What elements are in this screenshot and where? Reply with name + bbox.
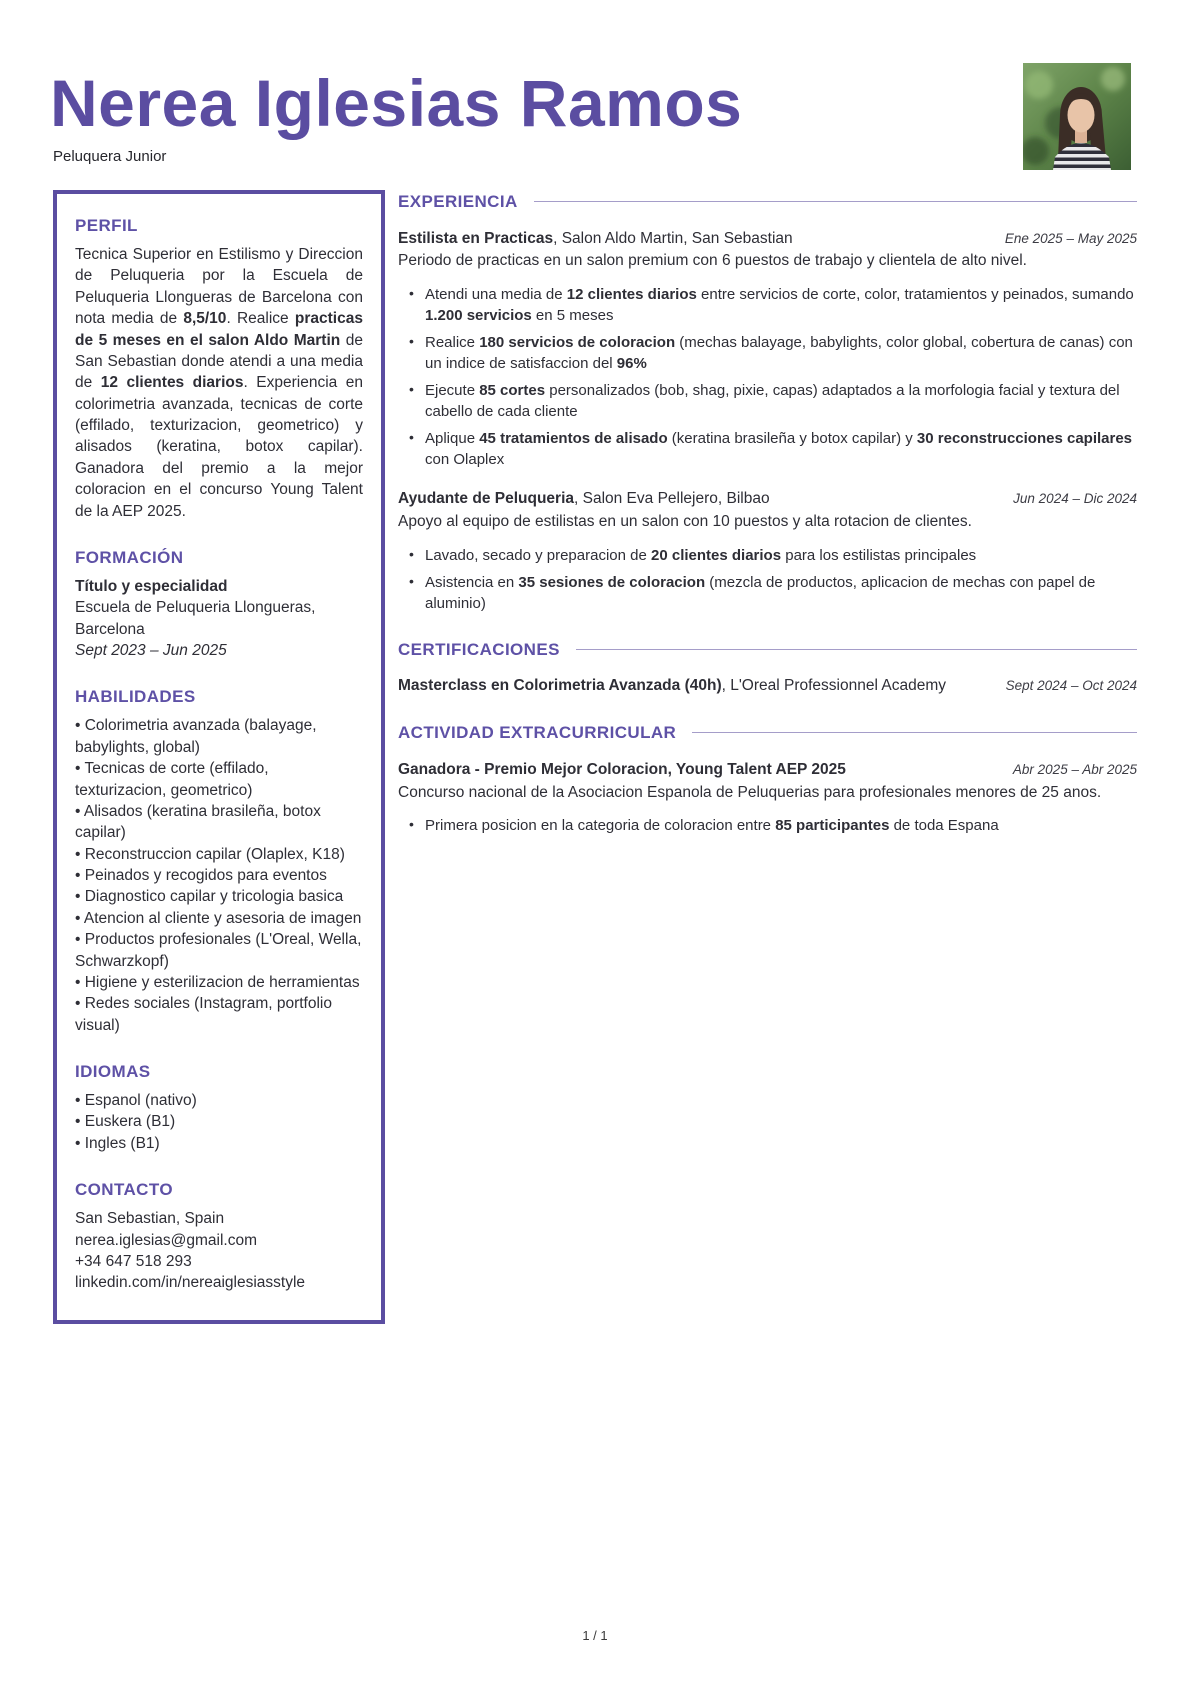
bullet-item: • Primera posicion en la categoria de coloracion entre 85 participantes de toda Espana <box>398 815 1137 836</box>
contact-linkedin: linkedin.com/in/nereaiglesiasstyle <box>75 1274 306 1292</box>
job-summary: Periodo de practicas en un salon premium con 6 puestos de trabajo y clientela de alto nivel. <box>398 252 1027 270</box>
habilidades-title: HABILIDADES <box>75 687 196 707</box>
section-certificaciones <box>398 638 1137 697</box>
habilidades-list <box>75 715 363 1036</box>
job-header <box>398 228 1137 250</box>
skill-item: • Diagnostico capilar y tricologia basica <box>75 886 363 907</box>
perfil-text: Tecnica Superior en Estilismo y Direccion de Peluqueria por la Escuela de Peluqueria Llongueras de Barcelona con nota media de 8,5/10. Realice practicas de 5 meses en el salon Aldo Martin de San Sebastian donde atendi a una media de 12 clientes diarios. Experiencia en colorimetria avanzada, tecnicas de corte (effilado, texturizacion, geometrico) y alisados (keratina, botox capilar). Ganadora del premio a la mejor coloracion en el concurso Young Talent de la AEP 2025. <box>75 246 363 520</box>
contacto-title: CONTACTO <box>75 1180 173 1200</box>
person-job-title: Peluquera Junior <box>53 148 167 165</box>
bullet-item: • Lavado, secado y preparacion de 20 clientes diarios para los estilistas principales <box>398 545 1137 566</box>
skill-item: • Productos profesionales (L'Oreal, Wella, Schwarzkopf) <box>75 929 363 972</box>
job-dates: Ene 2025 – May 2025 <box>1004 230 1137 246</box>
certification-header <box>398 675 1137 697</box>
job-bullets <box>398 545 1137 614</box>
bullet-item: • Atendi una media de 12 clientes diarios entre servicios de corte, color, tratamientos y peinados, sumando 1.200 servicios en 5 meses <box>398 284 1137 326</box>
certification-entry <box>398 675 1137 697</box>
section-rule <box>692 732 1137 733</box>
sidebar <box>53 190 385 1324</box>
skill-item: • Alisados (keratina brasileña, botox capilar) <box>75 801 363 844</box>
section-perfil <box>75 216 363 522</box>
bullet-item: • Asistencia en 35 sesiones de coloracion (mezcla de productos, aplicacion de mechas con papel de aluminio) <box>398 572 1137 614</box>
section-contacto <box>75 1180 363 1294</box>
award-title: Ganadora - Premio Mejor Coloracion, Young Talent AEP 2025 <box>398 760 846 778</box>
main-column <box>398 190 1137 860</box>
award-header <box>398 759 1137 781</box>
contact-phone: +34 647 518 293 <box>75 1252 192 1270</box>
job-header <box>398 488 1137 510</box>
section-habilidades <box>75 687 363 1036</box>
language-item: • Espanol (nativo) <box>75 1090 363 1111</box>
profile-photo <box>1023 63 1131 170</box>
job-entry <box>398 228 1137 470</box>
actividad-title: ACTIVIDAD EXTRACURRICULAR <box>398 723 677 743</box>
idiomas-list <box>75 1090 363 1154</box>
formacion-title: FORMACIÓN <box>75 547 184 567</box>
skill-item: • Higiene y esterilizacion de herramientas <box>75 972 363 993</box>
award-summary: Concurso nacional de la Asociacion Espanola de Peluquerias para profesionales menores de 25 anos. <box>398 783 1102 801</box>
bullet-item: • Aplique 45 tratamientos de alisado (keratina brasileña y botox capilar) y 30 reconstrucciones capilares con Olaplex <box>398 428 1137 470</box>
language-item: • Ingles (B1) <box>75 1133 363 1154</box>
contact-email: nerea.iglesias@gmail.com <box>75 1231 258 1249</box>
job-title: Estilista en Practicas, Salon Aldo Martin, San Sebastian <box>398 229 793 247</box>
person-name: Nerea Iglesias Ramos <box>50 66 743 140</box>
job-title: Ayudante de Peluqueria, Salon Eva Pellejero, Bilbao <box>398 490 770 508</box>
section-rule <box>576 649 1137 650</box>
certificaciones-title: CERTIFICACIONES <box>398 639 560 659</box>
certification-dates: Sept 2024 – Oct 2024 <box>1005 678 1137 694</box>
award-bullets <box>398 815 1137 836</box>
skill-item: • Atencion al cliente y asesoria de imagen <box>75 908 363 929</box>
contact-location: San Sebastian, Spain <box>75 1210 225 1228</box>
skill-item: • Peinados y recogidos para eventos <box>75 865 363 886</box>
job-summary: Apoyo al equipo de estilistas en un salon con 10 puestos y alta rotacion de clientes. <box>398 512 972 530</box>
formacion-school: Escuela de Peluqueria Llongueras, Barcelona <box>75 599 316 638</box>
idiomas-title: IDIOMAS <box>75 1062 151 1081</box>
formacion-dates: Sept 2023 – Jun 2025 <box>75 642 227 659</box>
award-entry <box>398 759 1137 836</box>
job-dates: Jun 2024 – Dic 2024 <box>1013 491 1137 507</box>
experiencia-title: EXPERIENCIA <box>398 192 518 211</box>
section-formacion <box>75 548 363 662</box>
bullet-item: • Realice 180 servicios de coloracion (mechas balayage, babylights, color global, cobertura de canas) con un indice de satisfaccion del 96% <box>398 332 1137 374</box>
actividad-header <box>398 721 1137 745</box>
section-experiencia <box>398 190 1137 614</box>
perfil-title: PERFIL <box>75 216 138 235</box>
language-item: • Euskera (B1) <box>75 1111 363 1132</box>
award-dates: Abr 2025 – Abr 2025 <box>1012 761 1137 777</box>
job-bullets <box>398 284 1137 470</box>
skill-item: • Reconstruccion capilar (Olaplex, K18) <box>75 844 363 865</box>
job-entry <box>398 488 1137 613</box>
bullet-item: • Ejecute 85 cortes personalizados (bob, shag, pixie, capas) adaptados a la morfologia facial y textura del cabello de cada cliente <box>398 380 1137 422</box>
page-number: 1 / 1 <box>582 1628 608 1643</box>
section-rule <box>534 201 1137 202</box>
experiencia-header <box>398 190 1137 214</box>
section-idiomas <box>75 1062 363 1154</box>
formacion-degree: Título y especialidad <box>75 577 228 595</box>
skill-item: • Redes sociales (Instagram, portfolio visual) <box>75 993 363 1036</box>
skill-item: • Colorimetria avanzada (balayage, babylights, global) <box>75 715 363 758</box>
certification-title: Masterclass en Colorimetria Avanzada (40h), L'Oreal Professionnel Academy <box>398 677 946 695</box>
skill-item: • Tecnicas de corte (effilado, texturizacion, geometrico) <box>75 758 363 801</box>
section-actividad-extracurricular <box>398 721 1137 836</box>
certificaciones-header <box>398 638 1137 662</box>
